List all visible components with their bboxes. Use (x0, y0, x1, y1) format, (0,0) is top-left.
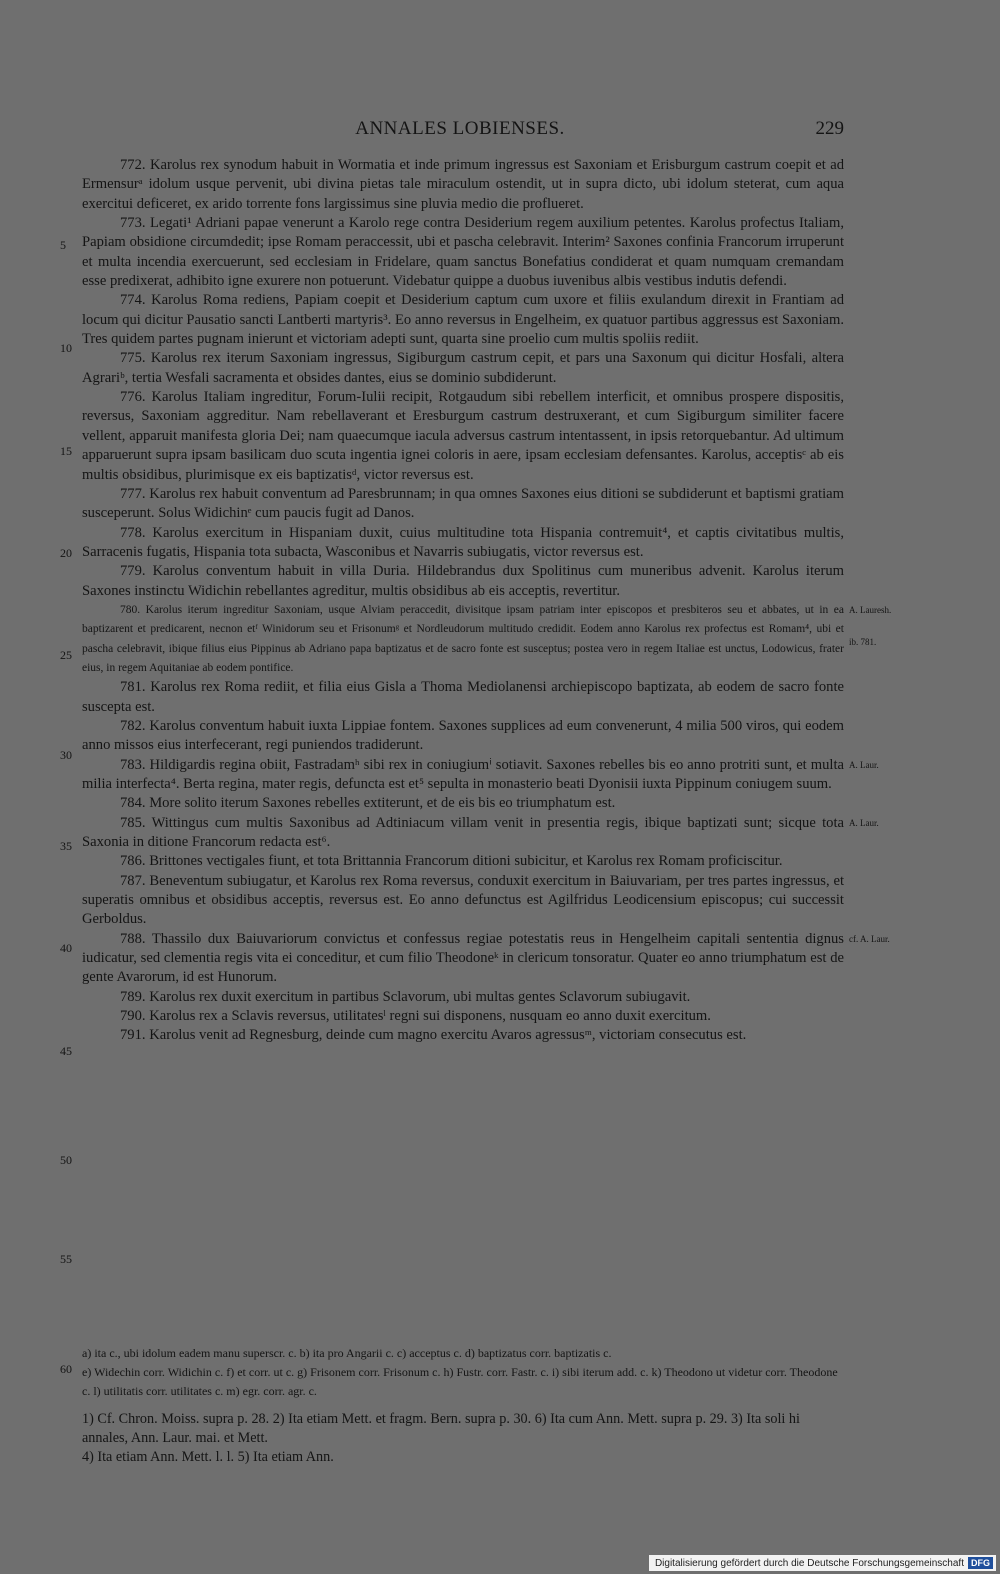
margin-note: A. Lauresh. (849, 604, 892, 615)
annal-entry-778: 778. Karolus exercitum in Hispaniam duxit, cuius multitudine tota Hispania contremuit⁴, et captis civitatibus multis, Sarracenis fugatis, Hispania tota subacta, Wasconibus et Navarris subiugatis, victor reversus est. (82, 524, 844, 560)
annal-entry-775: 775. Karolus rex iterum Saxoniam ingressus, Sigiburgum castrum cepit, et pars una Saxonum qui dicitur Hosfali, altera Agrariᵇ, tertia Wesfali sacramenta et obsides dantes, eius se dominio subdiderunt. (82, 350, 844, 386)
line-number: 40 (60, 941, 72, 955)
line-number: 10 (60, 341, 72, 355)
line-number: 25 (60, 648, 72, 662)
dfg-logo: DFG (968, 1557, 993, 1569)
footnotes (82, 1410, 844, 1467)
annal-entry-777: 777. Karolus rex habuit conventum ad Paresbrunnam; in qua omnes Saxones eius ditioni se subdiderunt et baptismi gratiam susceperunt. Solus Widichinᵉ cum paucis fugit ad Danos. (82, 485, 844, 522)
line-number: 45 (60, 1044, 72, 1058)
margin-note: ib. 781. (849, 636, 877, 647)
annal-entry-782: 782. Karolus conventum habuit iuxta Lippiae fontem. Saxones supplices ad eum convenerunt, 4 milia 500 viros, qui eodem anno missos eius interfecerant, regi puniendos tradiderunt. (82, 717, 844, 754)
line-number: 20 (60, 546, 72, 560)
annal-block-788 (82, 930, 890, 988)
line-number: 60 (60, 1362, 72, 1376)
annal-entry-780: 780. Karolus iterum ingreditur Saxoniam, usque Alviam peraccedit, divisitque ipsam patriam inter episcopos et presbiteros seu et abbates, ut in ea baptizarent et predicarent, necnon etᶠ Winidorum seu et Frisonumᵍ et Nordleudorum multitudo credidit. Eodem anno Karolus rex profectus est Romam⁴, ubi et pascha celebravit, ibique filius eius Pippinus ab Adriano papa baptizatus et de sacro fonte est susceptus; postea vero in regem Italiae est unctus, Lodowicus, frater eius, in regem Aquitaniae ab eodem pontifice. (82, 603, 844, 674)
annal-entry-773: 773. Legati¹ Adriani papae venerunt a Karolo rege contra Desiderium regem auxilium petentes. Karolus profectus Italiam, Papiam obsidione circumdedit; ipse Romam peraccessit, ubi et pascha celebravit. Interim² Saxones confinia Francorum irruperunt et multa incendia exercuerunt, sed ecclesiam in Fridelare, quam sanctus Bonefatius condiderat et quam numquam cremandam esse predixerat, adhibito igne exurere non potuerunt. Videbatur quippe a duobus iuvenibus albis vestibus indutis defendi. (82, 215, 844, 290)
annals-text (82, 156, 892, 1046)
annal-block-785 (82, 814, 879, 853)
running-head: ANNALES LOBIENSES. (355, 118, 565, 139)
annal-entry-789: 789. Karolus rex duxit exercitum in partibus Sclavorum, ubi multas gentes Sclavorum subiugavit. (120, 988, 691, 1005)
line-number: 15 (60, 444, 72, 458)
footnote-line: 1) Cf. Chron. Moiss. supra p. 28. 2) Ita etiam Mett. et fragm. Bern. supra p. 30. 6) Ita cum Ann. Mett. supra p. 29. 3) Ita soli hi annales, Ann. Laur. mai. et Mett. (82, 1411, 800, 1446)
line-number: 30 (60, 748, 72, 762)
annal-entry-790: 790. Karolus rex a Sclavis reversus, utilitatesˡ regni sui disponens, nusquam eo anno duxit exercitum. (120, 1008, 711, 1025)
margin-note: cf. A. Laur. (849, 933, 890, 944)
apparatus-line: a) ita c., ubi idolum eadem manu superscr. c. b) ita pro Angarii c. c) acceptus c. d) baptizatus corr. baptizatis c. (82, 1346, 612, 1360)
footnote-line: 4) Ita etiam Ann. Mett. l. l. 5) Ita etiam Ann. (82, 1449, 334, 1465)
annal-entry-774: 774. Karolus Roma rediens, Papiam coepit et Desiderium captum cum uxore et filiis exulandum direxit in Frantiam ad locum qui dicitur Pausatio sancti Lantberti martyris³. Eo anno reversus in Engelheim, ex quatuor partibus aggressus est Saxoniam. Tres quidem partes pugnam inierunt et victoriam adepti sunt, quarta sine proelio cum multis spoliis rediit. (82, 292, 844, 348)
line-number: 55 (60, 1252, 72, 1266)
annal-entry-776: 776. Karolus Italiam ingreditur, Forum-Iulii recipit, Rotgaudum sibi rebellem interficit, et omnibus prospere dispositis, reversus, Saxoniam aggreditur. Nam rebellaverant et Eresburgum castrum destruxerant, et cum Sigiburgum similiter facere vellent, apparuit manifesta gloria Dei; nam quaecumque iacula adversus castrum intentassent, in ipsis retorquebantur. Ad ultimum apparuerunt supra ipsam basilicam duo scuta ingentia ignei coloris in aere, ipsam ecclesiam defensantes. Karolus, acceptisᶜ ab eis multis obsidibus, plurimisque ex eis baptizatisᵈ, victor reversus est. (82, 389, 844, 483)
margin-note: A. Laur. (849, 759, 879, 770)
annal-entry-781: 781. Karolus rex Roma rediit, et filia eius Gisla a Thoma Mediolanensi archiepiscopo baptizata, ab eodem de sacro fonte suscepta est. (82, 679, 844, 715)
annal-entry-787: 787. Beneventum subiugatur, et Karolus rex Roma reversus, conduxit exercitum in Baiuvariam, per tres partes ingressus, et superatis omnibus et obsidibus acceptis, reversus est. Eo anno defunctus est Agilfridus Leodicensium episcopus; cui successit Gerboldus. (82, 872, 844, 928)
annal-entry-786: 786. Brittones vectigales fiunt, et tota Brittannia Francorum ditioni subicitur, et Karolus rex Romam proficiscitur. (120, 853, 783, 870)
annal-entry-791: 791. Karolus venit ad Regnesburg, deinde cum magno exercitu Avaros agressusᵐ, victoriam consecutus est. (120, 1027, 747, 1044)
page-header (0, 118, 1000, 142)
line-number: 5 (60, 238, 66, 252)
annal-entry-772: 772. Karolus rex synodum habuit in Wormatia et inde primum ingressus est Saxoniam et Erisburgum castrum coepit et ad Ermensurᵃ idolum usque pervenit, ubi divina pietas tale miraculum ostendit, ut in supra dicto, ubi idolum steterat, cum aqua exercitui deficeret, ex arido torrente fons largissimus sine pluvia medio die proflueret. (82, 157, 844, 212)
annal-block-780 (82, 601, 892, 678)
apparatus-line: e) Widechin corr. Widichin c. f) et corr. ut c. g) Frisonem corr. Frisonum c. h) Fustr. corr. Fastr. c. i) sibi iterum add. c. k) Theodono ut videtur corr. Theodone c. l) utilitatis corr. utilitates c. m) egr. corr. agr. c. (82, 1365, 838, 1398)
annal-entry-788: 788. Thassilo dux Baiuvariorum convictus et confessus regiae potestatis reus in Hengelheim capitali sententia dignus iudicatur, sed clementia regis vita ei conceditur, et cum filio Theodoneᵏ in clericum tonsoratur. Quater eo anno triumphatum est de gente Avarorum, id est Hunorum. (82, 930, 844, 986)
critical-apparatus (82, 1344, 844, 1401)
annal-entry-783: 783. Hildigardis regina obiit, Fastradamʰ sibi rex in coniugiumⁱ sotiavit. Saxones rebelles bis eo anno protriti sunt, et multa milia interfecta⁴. Berta regina, mater regis, defuncta est et⁵ sepulta in monasterio beati Dyonisii iuxta Pippinum coniugem suum. (82, 756, 844, 792)
annal-entry-785: 785. Wittingus cum multis Saxonibus ad Adtiniacum villam venit in presentia regis, ibique baptizati sunt; sicque tota Saxonia in ditione Francorum redacta est⁶. (82, 814, 844, 851)
digitization-credit (649, 1555, 996, 1571)
line-number: 50 (60, 1153, 72, 1167)
annal-entry-779: 779. Karolus conventum habuit in villa Duria. Hildebrandus dux Spolitinus cum muneribus advenit. Karolus iterum Saxones instinctu Widichin rebellantes agreditur, multis obsidibus ab eis acceptis, revertitur. (82, 563, 844, 599)
page-number: 229 (815, 118, 844, 139)
line-number: 35 (60, 839, 72, 853)
annal-entry-784: 784. More solito iterum Saxones rebelles extiterunt, et de eis bis eo triumphatum est. (120, 795, 616, 812)
credit-text: Digitalisierung gefördert durch die Deutsche Forschungsgemeinschaft (654, 1557, 964, 1569)
margin-note: A. Laur. (849, 817, 879, 828)
annal-block-783 (82, 756, 879, 795)
